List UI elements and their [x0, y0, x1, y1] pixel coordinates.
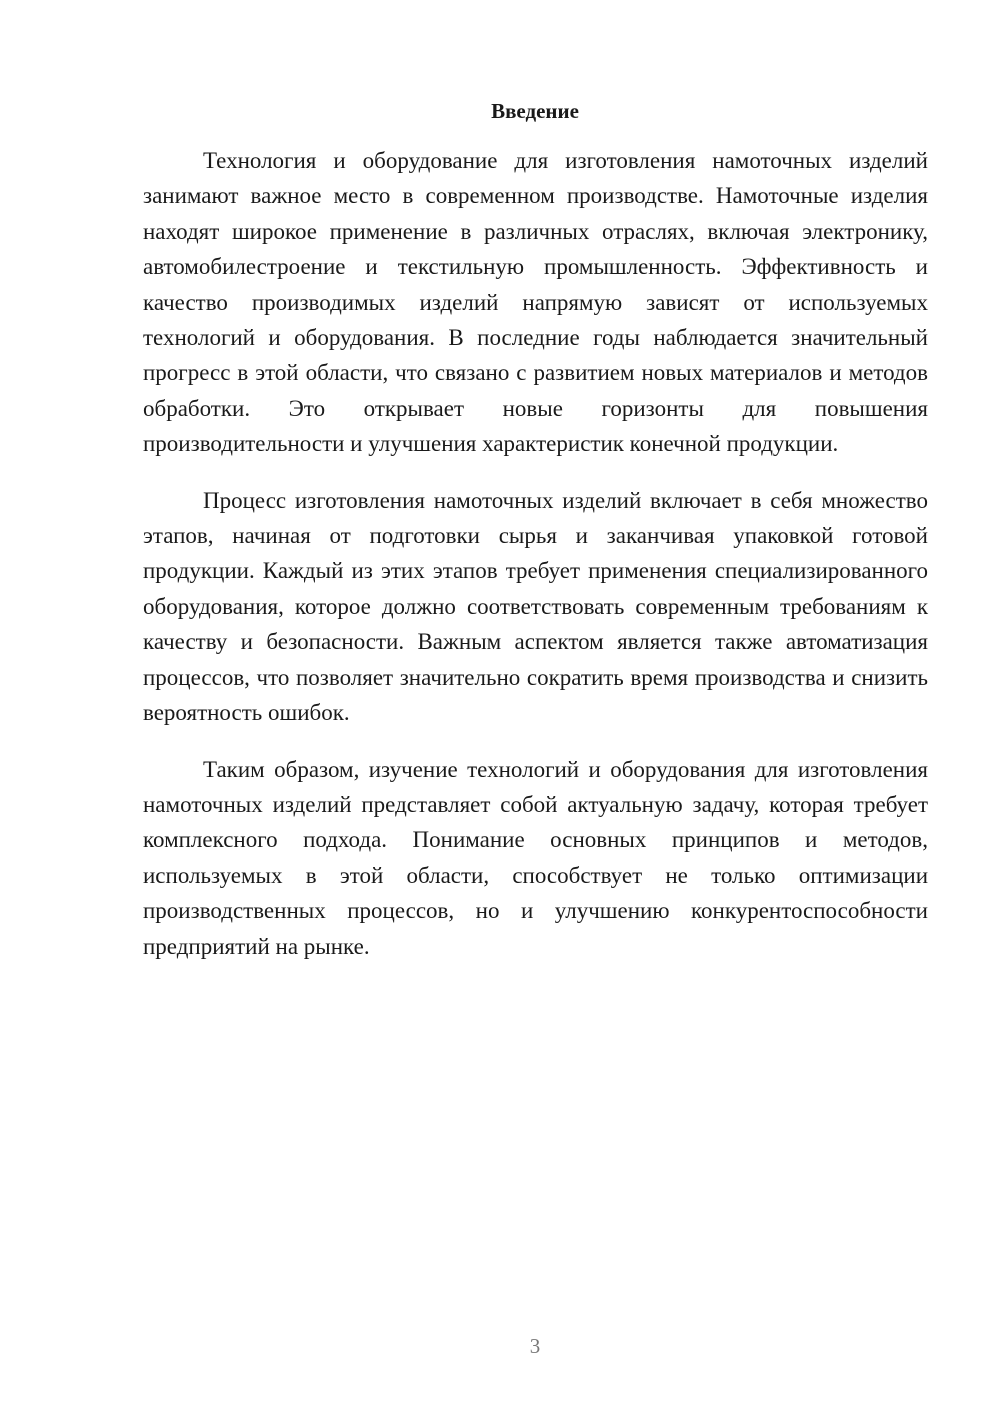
paragraph-2: Процесс изготовления намоточных изделий включает в себя множество этапов, начиная от подготовки сырья и заканчивая упаковкой готовой продукции. Каждый из этих этапов требует применения специализированного оборудования, которое должно соответствовать современным требованиям к качеству и безопасности. Важным аспектом является также автоматизация процессов, что позволяет значительно сократить время производства и снизить вероятность ошибок.	[143, 487, 928, 726]
paragraph-1: Технология и оборудование для изготовления намоточных изделий занимают важное место в современном производстве. Намоточные изделия находят широкое применение в различных отраслях, включая электронику, автомобилестроение и текстильную промышленность. Эффективность и качество производимых изделий напрямую зависят от используемых технологий и оборудования. В последние годы наблюдается значительный прогресс в этой области, что связано с развитием новых материалов и методов обработки. Это открывает новые горизонты для повышения производительности и улучшения характеристик конечной продукции.	[143, 148, 928, 457]
page-number: 3	[529, 1334, 541, 1358]
document-body	[143, 143, 928, 985]
paragraph-3: Таким образом, изучение технологий и оборудования для изготовления намоточных изделий представляет собой актуальную задачу, которая требует комплексного подхода. Понимание основных принципов и методов, используемых в этой области, способствует не только оптимизации производственных процессов, но и улучшению конкурентоспособности предприятий на рынке.	[143, 756, 928, 959]
section-heading: Введение	[491, 99, 579, 123]
